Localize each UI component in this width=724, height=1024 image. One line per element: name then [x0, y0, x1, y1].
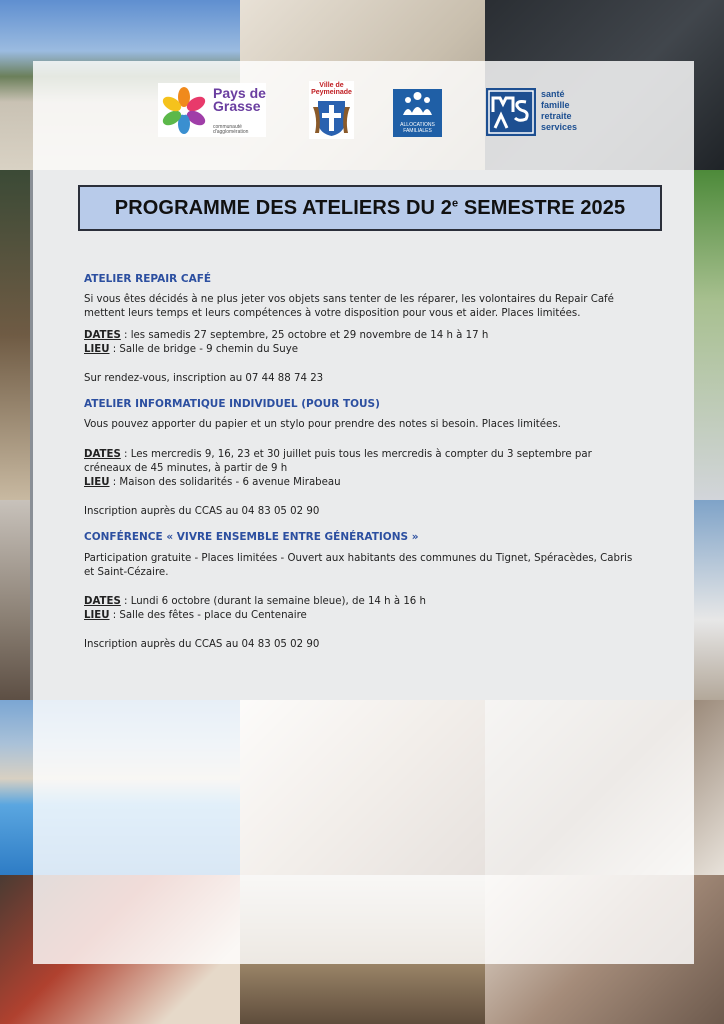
- section-lieu: LIEU : Salle de bridge - 9 chemin du Suye: [84, 343, 298, 355]
- caf-name: ALLOCATIONS FAMILIALES: [400, 122, 435, 134]
- section-repair-cafe: [84, 272, 639, 386]
- section-heading: ATELIER REPAIR CAFÉ: [84, 273, 212, 285]
- peymeinade-logo: [309, 81, 354, 139]
- section-conference: [84, 530, 639, 652]
- section-note: Inscription auprès du CCAS au 04 83 05 02 90: [84, 506, 320, 518]
- peymeinade-name: Ville de Peymeinade: [311, 82, 352, 96]
- content-panel: [33, 61, 694, 964]
- section-lieu: LIEU : Salle des fêtes - place du Centenaire: [84, 610, 307, 622]
- section-intro: Participation gratuite - Places limitées - Ouvert aux habitants des communes du Tignet, Spéracèdes, Cabris et Saint-Cézaire.: [84, 552, 633, 578]
- plants-photo: [0, 170, 30, 500]
- family-icon: [393, 89, 442, 119]
- pays-de-grasse-subtitle: communauté d'agglomération: [213, 124, 249, 135]
- msa-services-list: [541, 89, 577, 133]
- section-intro: Si vous êtes décidés à ne plus jeter vos objets sans tenter de les réparer, les volontaires du Repair Café mettent leurs temps et leurs compétences à votre disposition pour vous et aider. Places limitées.: [84, 294, 614, 320]
- building-photo: [694, 500, 724, 700]
- section-dates: DATES : les samedis 27 septembre, 25 octobre et 29 novembre de 14 h à 17 h: [84, 329, 489, 341]
- page-title: PROGRAMME DES ATELIERS DU 2e SEMESTRE 2025: [114, 196, 626, 219]
- section-heading: CONFÉRENCE « VIVRE ENSEMBLE ENTRE GÉNÉRATIONS »: [84, 531, 419, 544]
- section-heading: ATELIER INFORMATIQUE INDIVIDUEL (POUR TOUS): [84, 398, 380, 411]
- pays-de-grasse-logo: [158, 83, 266, 137]
- msa-icon: [486, 88, 536, 136]
- title-banner: [78, 185, 662, 231]
- msa-logo: [486, 88, 536, 136]
- section-intro: Vous pouvez apporter du papier et un stylo pour prendre des notes si besoin. Places limitées.: [84, 419, 561, 431]
- section-lieu: LIEU : Maison des solidarités - 6 avenue Mirabeau: [84, 477, 341, 489]
- msa-line: retraite: [541, 111, 572, 121]
- caf-logo: [393, 89, 442, 137]
- crest-icon: [313, 99, 350, 137]
- msa-line: famille: [541, 100, 570, 110]
- msa-line: santé: [541, 89, 565, 99]
- flower-icon: [160, 86, 208, 134]
- dancing-photo: [0, 500, 30, 700]
- section-dates: DATES : Les mercredis 9, 16, 23 et 30 juillet puis tous les mercredis à compter du 3 septembre par créneaux de 45 minutes, à partir de 9 h: [84, 448, 592, 474]
- logo-bar: [33, 61, 694, 161]
- section-dates: DATES : Lundi 6 octobre (durant la semaine bleue), de 14 h à 16 h: [84, 596, 426, 608]
- garden-photo: [694, 170, 724, 500]
- section-note: Sur rendez-vous, inscription au 07 44 88 74 23: [84, 373, 324, 385]
- section-note: Inscription auprès du CCAS au 04 83 05 02 90: [84, 639, 320, 651]
- pays-de-grasse-name: Pays de Grasse: [213, 85, 266, 114]
- section-informatique: [84, 397, 639, 519]
- msa-line: services: [541, 122, 578, 132]
- program-content: [84, 272, 639, 653]
